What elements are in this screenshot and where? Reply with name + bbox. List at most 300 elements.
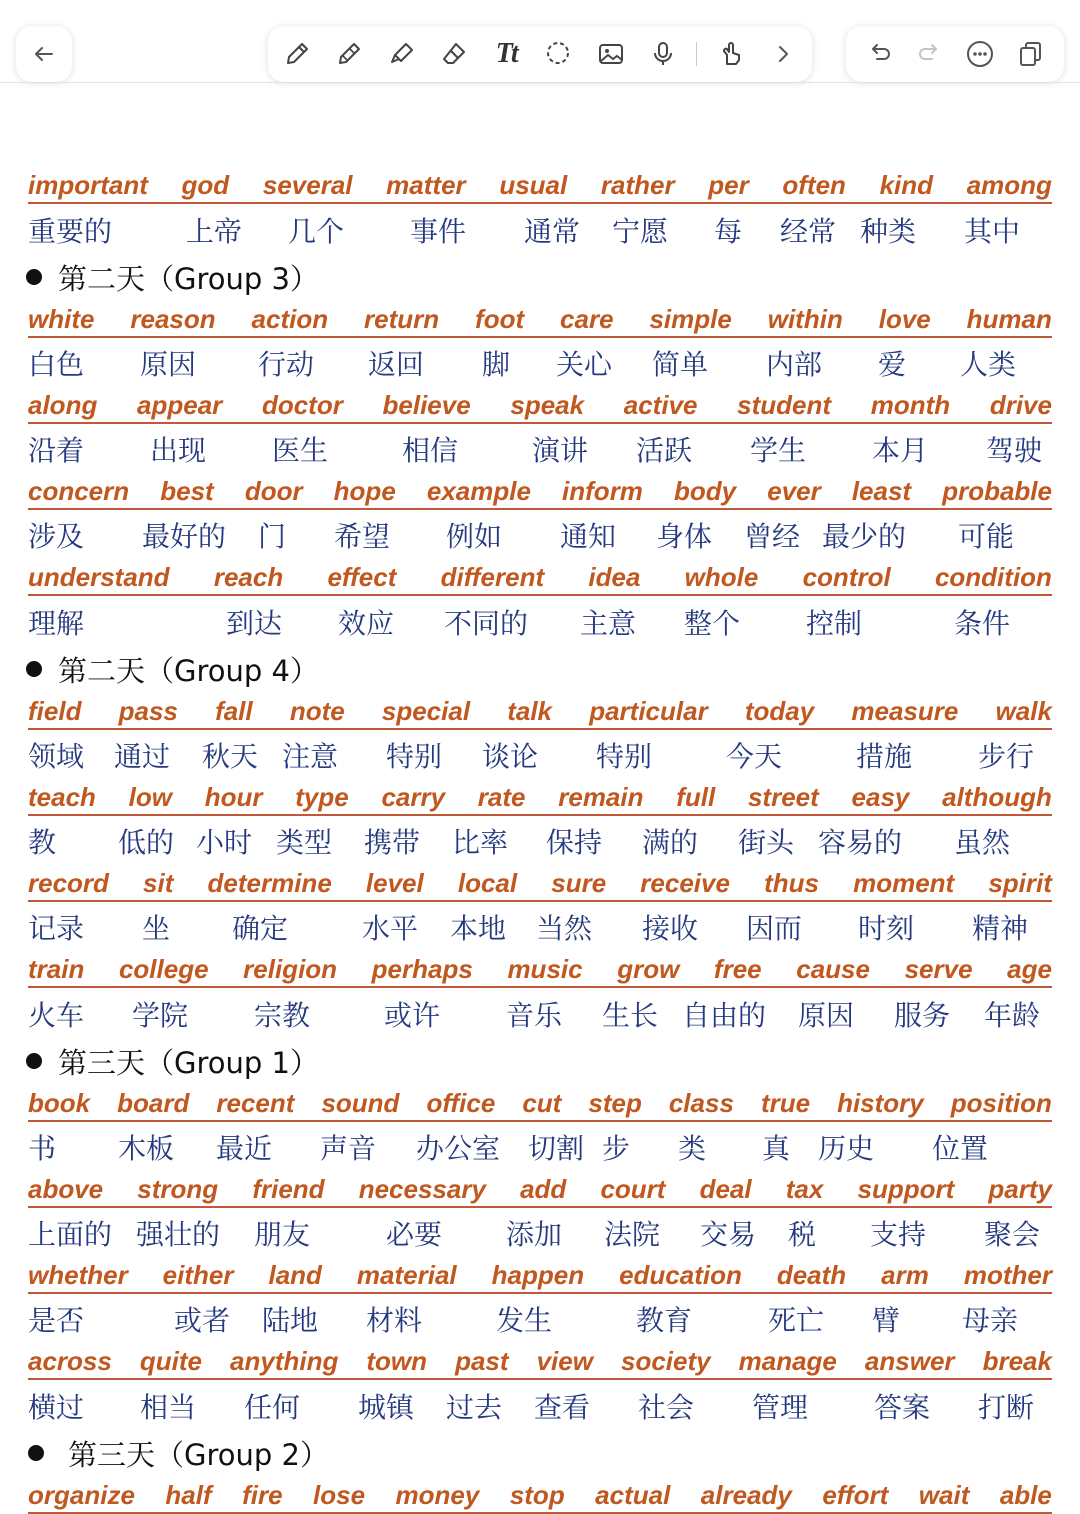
english-word: necessary	[358, 1174, 486, 1204]
english-word: train	[28, 954, 85, 984]
english-word-row	[28, 1478, 1052, 1514]
chinese-translation: 人类	[960, 348, 1017, 381]
english-word: support	[857, 1174, 955, 1204]
english-word: step	[588, 1088, 642, 1118]
chinese-translation: 交易	[700, 1218, 757, 1251]
english-word: sound	[321, 1088, 400, 1118]
english-word: pass	[118, 696, 178, 726]
chinese-translation: 容易的	[818, 826, 903, 859]
chinese-translation: 必要	[386, 1218, 443, 1251]
pages-icon[interactable]	[1012, 34, 1050, 74]
chinese-translation: 上帝	[186, 215, 243, 248]
english-word: understand	[28, 562, 170, 592]
english-word: either	[162, 1260, 234, 1290]
chinese-translation: 保持	[546, 826, 603, 859]
english-word: record	[28, 868, 109, 898]
english-word-row	[28, 1172, 1052, 1208]
chinese-translation: 活跃	[636, 434, 693, 467]
chinese-translation: 涉及	[28, 520, 85, 553]
english-word: carry	[381, 782, 446, 812]
english-word: free	[713, 954, 762, 984]
english-word: rate	[477, 782, 526, 812]
english-word: whether	[28, 1260, 128, 1290]
chinese-translation: 陆地	[262, 1304, 319, 1337]
chinese-translation: 原因	[140, 348, 197, 381]
chinese-translation: 行动	[258, 348, 315, 381]
chinese-translation-row	[28, 212, 1068, 252]
toolbar-divider-line	[0, 82, 1080, 83]
chinese-translation: 街头	[738, 826, 795, 859]
english-word: organize	[28, 1480, 135, 1510]
english-word: land	[268, 1260, 322, 1290]
english-word: actual	[595, 1480, 671, 1510]
chinese-translation: 过去	[446, 1391, 503, 1424]
english-word: add	[520, 1174, 567, 1204]
chinese-translation: 事件	[410, 215, 467, 248]
english-word: serve	[904, 954, 973, 984]
chinese-translation: 效应	[338, 607, 395, 640]
chinese-translation: 或许	[384, 999, 441, 1032]
chinese-translation: 爱	[878, 348, 907, 381]
chinese-translation: 音乐	[506, 999, 563, 1032]
chinese-translation: 母亲	[962, 1304, 1019, 1337]
chinese-translation: 相当	[140, 1391, 197, 1424]
chinese-translation: 确定	[232, 912, 289, 945]
english-word: party	[988, 1174, 1052, 1204]
note-canvas[interactable]	[0, 82, 1080, 1510]
pen-icon[interactable]	[278, 34, 316, 74]
chinese-translation: 类	[678, 1132, 707, 1165]
chinese-translation: 种类	[860, 215, 917, 248]
english-word: doctor	[261, 390, 343, 420]
english-word: probable	[942, 476, 1052, 506]
chinese-translation: 真	[762, 1132, 791, 1165]
chinese-translation: 宗教	[254, 999, 311, 1032]
chinese-translation: 查看	[534, 1391, 591, 1424]
chinese-translation: 臂	[872, 1304, 901, 1337]
chinese-translation: 切割	[528, 1132, 585, 1165]
english-word: already	[700, 1480, 792, 1510]
english-word: local	[457, 868, 518, 898]
english-word: along	[28, 390, 98, 420]
english-word: idea	[588, 562, 641, 592]
group-heading-text: 第二天（Group 4）	[58, 653, 319, 688]
chinese-translation: 相信	[402, 434, 459, 467]
english-word-row	[28, 780, 1052, 816]
english-word: death	[776, 1260, 847, 1290]
chinese-translation: 材料	[366, 1304, 423, 1337]
chinese-translation: 特别	[596, 740, 653, 773]
lasso-icon[interactable]	[539, 34, 577, 74]
highlighter-icon[interactable]	[383, 34, 421, 74]
chevron-right-icon[interactable]	[764, 34, 802, 74]
english-word: usual	[499, 170, 568, 200]
english-word: condition	[934, 562, 1052, 592]
english-word: happen	[491, 1260, 585, 1290]
english-word: street	[747, 782, 819, 812]
english-word: true	[760, 1088, 811, 1118]
english-word: full	[676, 782, 716, 812]
english-word: above	[28, 1174, 104, 1204]
english-word: care	[560, 304, 614, 334]
chinese-translation: 社会	[638, 1391, 695, 1424]
english-word: love	[878, 304, 931, 334]
english-word: board	[117, 1088, 190, 1118]
chinese-translation: 历史	[818, 1132, 875, 1165]
english-word: white	[28, 304, 95, 334]
chinese-translation: 内部	[766, 348, 823, 381]
english-word: wait	[918, 1480, 970, 1510]
english-word: inform	[562, 476, 643, 506]
touch-draw-icon[interactable]	[712, 34, 750, 74]
chinese-translation: 位置	[932, 1132, 989, 1165]
english-word: rather	[600, 170, 675, 200]
english-word: fire	[242, 1480, 283, 1510]
english-word: hope	[333, 476, 396, 506]
chinese-translation: 朋友	[254, 1218, 311, 1251]
english-word-row	[28, 694, 1052, 730]
chinese-translation: 其中	[964, 215, 1021, 248]
pencil-icon[interactable]	[330, 34, 368, 74]
chinese-translation: 理解	[28, 607, 85, 640]
chinese-translation: 满的	[642, 826, 699, 859]
english-word: music	[507, 954, 583, 984]
english-word-row	[28, 168, 1052, 204]
chinese-translation: 沿着	[28, 434, 85, 467]
chinese-translation: 坐	[142, 912, 171, 945]
chinese-translation: 打断	[978, 1391, 1035, 1424]
chinese-translation: 横过	[28, 1391, 85, 1424]
chinese-translation: 服务	[894, 999, 951, 1032]
english-word: particular	[589, 696, 708, 726]
english-word: history	[837, 1088, 924, 1118]
chinese-translation: 自由的	[682, 999, 767, 1032]
chinese-translation-row	[28, 737, 1068, 777]
english-word-row	[28, 560, 1052, 596]
english-word: special	[381, 696, 471, 726]
english-word: money	[395, 1480, 480, 1510]
chinese-translation-row	[28, 1388, 1068, 1428]
english-word: class	[668, 1088, 734, 1118]
english-word: cut	[522, 1088, 562, 1118]
group-heading	[26, 257, 319, 297]
chinese-translation: 比率	[452, 826, 509, 859]
chinese-translation: 聚会	[984, 1218, 1041, 1251]
chinese-translation: 每	[714, 215, 743, 248]
chinese-translation: 时刻	[858, 912, 915, 945]
english-word: answer	[864, 1346, 955, 1376]
chinese-translation: 脚	[482, 348, 511, 381]
english-word: example	[426, 476, 531, 506]
chinese-translation: 原因	[798, 999, 855, 1032]
chinese-translation: 任何	[244, 1391, 301, 1424]
english-word: kind	[879, 170, 934, 200]
chinese-translation-row	[28, 517, 1068, 557]
english-word: body	[674, 476, 737, 506]
english-word-row	[28, 866, 1052, 902]
english-word: age	[1007, 954, 1052, 984]
english-word: easy	[851, 782, 910, 812]
english-word: appear	[137, 390, 223, 420]
english-word: cause	[796, 954, 870, 984]
english-word: lose	[313, 1480, 366, 1510]
chinese-translation: 领域	[28, 740, 85, 773]
english-word: although	[942, 782, 1052, 812]
toolbar-divider	[696, 42, 697, 66]
chinese-translation: 白色	[28, 348, 85, 381]
chinese-translation: 通知	[560, 520, 617, 553]
text-tool-glyph: Tt	[495, 38, 517, 69]
english-word: mother	[963, 1260, 1052, 1290]
eraser-icon[interactable]	[435, 34, 473, 74]
image-icon[interactable]	[592, 34, 630, 74]
chinese-translation: 步	[602, 1132, 631, 1165]
english-word: action	[251, 304, 329, 334]
english-word: office	[426, 1088, 496, 1118]
english-word: often	[782, 170, 846, 200]
english-word: active	[623, 390, 698, 420]
chinese-translation: 关心	[556, 348, 613, 381]
english-word: ever	[767, 476, 821, 506]
chinese-translation: 学生	[750, 434, 807, 467]
chinese-translation: 发生	[496, 1304, 553, 1337]
toolbar	[0, 0, 1080, 82]
chinese-translation: 当然	[536, 912, 593, 945]
english-word: sure	[551, 868, 607, 898]
english-word: remain	[558, 782, 644, 812]
redo-icon[interactable]	[911, 34, 949, 74]
chinese-translation: 记录	[28, 912, 85, 945]
english-word: important	[28, 170, 148, 200]
chinese-translation: 驾驶	[986, 434, 1043, 467]
chinese-translation: 希望	[334, 520, 391, 553]
chinese-translation: 经常	[780, 215, 837, 248]
bullet-dot	[26, 269, 42, 285]
english-word: walk	[995, 696, 1052, 726]
tool-palette	[268, 26, 812, 82]
group-heading	[26, 649, 319, 689]
chinese-translation: 几个	[288, 215, 345, 248]
group-heading-text: 第三天（Group 2）	[68, 1437, 329, 1472]
group-heading	[28, 1433, 329, 1473]
chinese-translation: 接收	[642, 912, 699, 945]
english-word: spirit	[988, 868, 1052, 898]
bullet-dot	[26, 661, 42, 677]
english-word: perhaps	[371, 954, 473, 984]
chinese-translation: 是否	[28, 1304, 85, 1337]
english-word-row	[28, 1086, 1052, 1122]
chinese-translation: 条件	[954, 607, 1011, 640]
english-word: half	[165, 1480, 212, 1510]
english-word: effect	[327, 562, 397, 592]
chinese-translation: 添加	[506, 1218, 563, 1251]
microphone-icon[interactable]	[644, 34, 682, 74]
chinese-translation: 火车	[28, 999, 85, 1032]
chinese-translation: 法院	[604, 1218, 661, 1251]
text-tool-icon[interactable]	[487, 34, 525, 74]
english-word: drive	[989, 390, 1052, 420]
chinese-translation: 控制	[806, 607, 863, 640]
chinese-translation-row	[28, 909, 1068, 949]
chinese-translation: 办公室	[416, 1132, 501, 1165]
chinese-translation-row	[28, 604, 1068, 644]
english-word: fall	[215, 696, 253, 726]
english-word-row	[28, 388, 1052, 424]
english-word: thus	[764, 868, 819, 898]
english-word: college	[118, 954, 209, 984]
chinese-translation: 生长	[602, 999, 659, 1032]
chinese-translation: 年龄	[984, 999, 1041, 1032]
chinese-translation: 答案	[874, 1391, 931, 1424]
chinese-translation: 精神	[972, 912, 1029, 945]
english-word: student	[737, 390, 832, 420]
english-word: concern	[28, 476, 130, 506]
chinese-translation: 措施	[856, 740, 913, 773]
chinese-translation: 通常	[524, 215, 581, 248]
chinese-translation: 书	[28, 1132, 57, 1165]
english-word: anything	[230, 1346, 339, 1376]
chinese-translation: 注意	[282, 740, 339, 773]
chinese-translation: 携带	[364, 826, 421, 859]
english-word: quite	[139, 1346, 202, 1376]
english-word: simple	[649, 304, 732, 334]
english-word: manage	[738, 1346, 837, 1376]
chinese-translation: 返回	[368, 348, 425, 381]
chinese-translation-row	[28, 996, 1068, 1036]
english-word: friend	[252, 1174, 325, 1204]
bullet-dot	[28, 1445, 44, 1461]
chinese-translation: 曾经	[744, 520, 801, 553]
chinese-translation: 秋天	[202, 740, 259, 773]
english-word: stop	[509, 1480, 565, 1510]
chinese-translation: 管理	[752, 1391, 809, 1424]
english-word: strong	[137, 1174, 219, 1204]
english-word: believe	[382, 390, 471, 420]
english-word: foot	[475, 304, 525, 334]
english-word: control	[802, 562, 891, 592]
back-button[interactable]	[16, 26, 72, 82]
english-word: matter	[386, 170, 466, 200]
chinese-translation: 城镇	[358, 1391, 415, 1424]
chinese-translation: 类型	[276, 826, 333, 859]
english-word-row	[28, 474, 1052, 510]
more-icon[interactable]	[961, 34, 999, 74]
chinese-translation: 谈论	[482, 740, 539, 773]
english-word: recent	[216, 1088, 295, 1118]
english-word: reason	[130, 304, 216, 334]
chinese-translation: 教育	[636, 1304, 693, 1337]
chinese-translation-row	[28, 431, 1068, 471]
english-word: book	[28, 1088, 91, 1118]
english-word: human	[966, 304, 1052, 334]
chinese-translation: 步行	[978, 740, 1035, 773]
chinese-translation: 本月	[872, 434, 929, 467]
chinese-translation-row	[28, 1215, 1068, 1255]
english-word: type	[295, 782, 349, 812]
chinese-translation: 税	[788, 1218, 817, 1251]
chinese-translation: 简单	[652, 348, 709, 381]
english-word: position	[950, 1088, 1052, 1118]
chinese-translation-row	[28, 1301, 1068, 1341]
english-word: door	[244, 476, 303, 506]
english-word: court	[600, 1174, 666, 1204]
chinese-translation: 教	[28, 826, 57, 859]
chinese-translation: 医生	[272, 434, 329, 467]
chinese-translation: 声音	[320, 1132, 377, 1165]
document-actions	[846, 26, 1064, 82]
chinese-translation: 最好的	[142, 520, 227, 553]
chinese-translation: 小时	[196, 826, 253, 859]
chinese-translation: 门	[258, 520, 287, 553]
english-word-row	[28, 302, 1052, 338]
group-heading	[26, 1041, 319, 1081]
chinese-translation: 最少的	[822, 520, 907, 553]
chinese-translation-row	[28, 345, 1068, 385]
english-word: past	[455, 1346, 509, 1376]
chinese-translation: 支持	[870, 1218, 927, 1251]
english-word: across	[28, 1346, 112, 1376]
chinese-translation: 主意	[580, 607, 637, 640]
chinese-translation: 演讲	[532, 434, 589, 467]
english-word-row	[28, 952, 1052, 988]
chinese-translation: 强壮的	[136, 1218, 221, 1251]
chinese-translation: 出现	[150, 434, 207, 467]
english-word: religion	[243, 954, 338, 984]
english-word: return	[364, 304, 440, 334]
chinese-translation: 上面的	[28, 1218, 113, 1251]
english-word: education	[619, 1260, 742, 1290]
english-word: different	[440, 562, 545, 592]
chinese-translation: 宁愿	[612, 215, 669, 248]
english-word: god	[181, 170, 230, 200]
chinese-translation: 可能	[958, 520, 1015, 553]
chinese-translation: 死亡	[768, 1304, 825, 1337]
english-word: several	[262, 170, 353, 200]
english-word: break	[982, 1346, 1052, 1376]
english-word: month	[870, 390, 951, 420]
chinese-translation: 例如	[446, 520, 503, 553]
english-word: society	[620, 1346, 711, 1376]
english-word: sit	[143, 868, 174, 898]
group-heading-text: 第二天（Group 3）	[58, 261, 319, 296]
english-word: within	[767, 304, 843, 334]
chinese-translation: 不同的	[444, 607, 529, 640]
english-word: low	[128, 782, 172, 812]
english-word: receive	[640, 868, 730, 898]
chinese-translation: 水平	[362, 912, 419, 945]
english-word: whole	[684, 562, 759, 592]
chinese-translation: 因而	[746, 912, 803, 945]
chinese-translation: 身体	[656, 520, 713, 553]
english-word: view	[536, 1346, 593, 1376]
english-word: today	[744, 696, 815, 726]
english-word: field	[28, 696, 82, 726]
english-word: arm	[881, 1260, 929, 1290]
chinese-translation: 最近	[216, 1132, 273, 1165]
undo-icon[interactable]	[860, 34, 898, 74]
chinese-translation: 低的	[118, 826, 175, 859]
chinese-translation-row	[28, 1129, 1068, 1169]
english-word: hour	[204, 782, 263, 812]
chinese-translation-row	[28, 823, 1068, 863]
english-word: tax	[785, 1174, 824, 1204]
english-word: measure	[851, 696, 959, 726]
english-word-row	[28, 1258, 1052, 1294]
english-word: per	[708, 170, 749, 200]
english-word: best	[160, 476, 214, 506]
english-word: speak	[510, 390, 585, 420]
chinese-translation: 今天	[726, 740, 783, 773]
